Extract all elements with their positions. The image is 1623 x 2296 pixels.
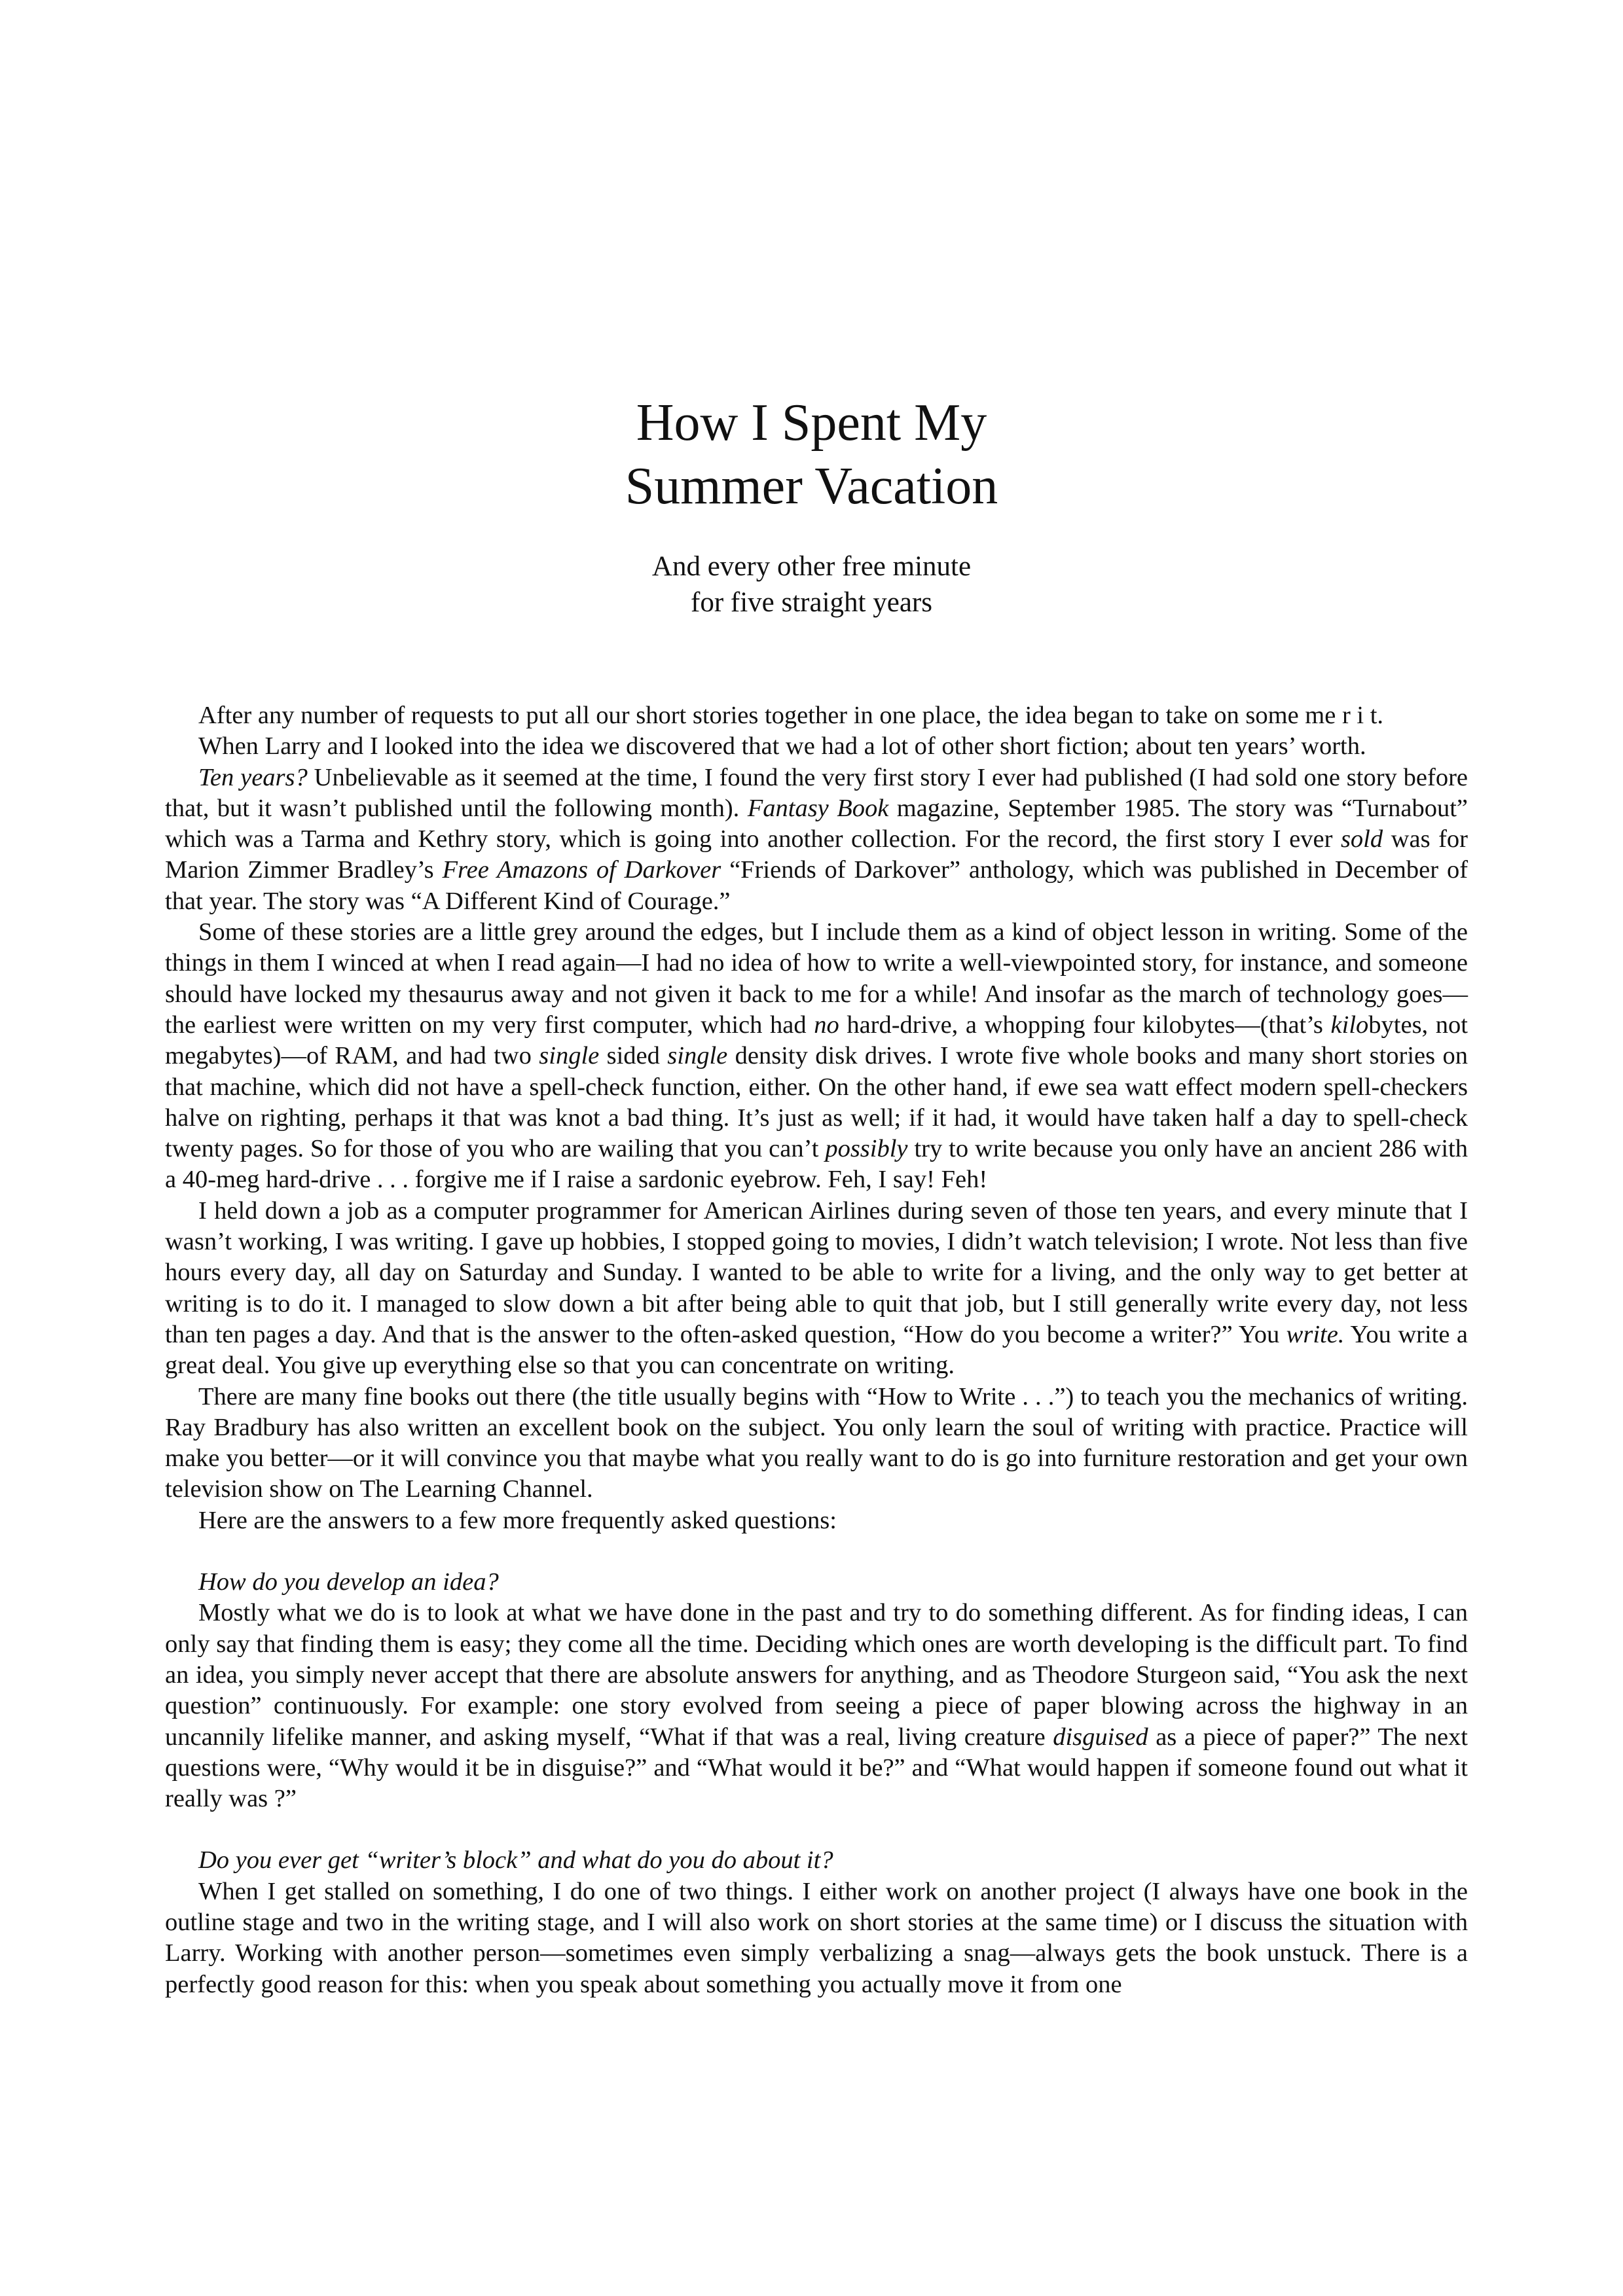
emphasis-text: Ten years?: [198, 763, 308, 791]
paragraph-text: was for Marion Zimmer Bradley’s: [165, 825, 1468, 884]
chapter-title: [0, 391, 1623, 518]
paragraph-text: density disk drives. I wrote five whole books and many short stories on that machine, which did not have a spell-check function, either. On the other hand, if ewe sea watt effect modern spell-checkers halve on righting, perhaps it that was knot a bad thing. It’s just as well; if it had, it would have taken half a day to spell-check twenty pages. So for those of you who are wailing that you can’t: [165, 1042, 1468, 1163]
paragraph-text: as a piece of paper?” The next questions were, “Why would it be in disguise?” and “What would it be?” and “What would happen if someone found out what it really was ?”: [165, 1723, 1468, 1813]
paragraph-text: Unbelievable as it seemed at the time, I found the very first story I ever had published (I had sold one story before that, but it wasn’t published until the following month).: [165, 763, 1468, 822]
paragraph-text: “Friends of Darkover” anthology, which was published in December of that year. The story was “A Different Kind of Courage.”: [165, 856, 1468, 915]
paragraph: When Larry and I looked into the idea we discovered that we had a lot of other short fiction; about ten years’ worth.: [198, 732, 1366, 761]
paragraph-text: try to write because you only have an ancient 286 with a 40-meg hard-drive . . . forgive me if I raise a sardonic eyebrow. Feh, I say! Feh!: [165, 1135, 1468, 1194]
paragraph-text: bytes, not megabytes)—of RAM, and had two: [165, 1011, 1468, 1070]
emphasis-text: no: [814, 1011, 839, 1039]
paragraph-text: You write a great deal. You give up everything else so that you can concentrate on writing.: [165, 1320, 1468, 1380]
paragraph: [165, 1598, 1468, 1814]
paragraph: There are many fine books out there (the title usually begins with “How to Write . . .”) to teach you the mechanics of writing. Ray Bradbury has also written an excellent book on the subject. You only learn the soul of writing with practice. Practice will make you better—or it will convince you that maybe what you really want to do is go into furniture restoration and get your own television show on The Learning Channel.: [165, 1382, 1468, 1503]
paragraph: When I get stalled on something, I do one of two things. I either work on another project (I always have one book in the outline stage and two in the writing stage, and I will also work on short stories at the same time) or I discuss the situation with Larry. Working with another person—sometimes even simply verbalizing a snag—always gets the book unstuck. There is a perfectly good reason for this: when you speak about something you actually move it from one: [165, 1877, 1468, 1998]
book-title: Free Amazons of Darkover: [442, 856, 721, 884]
chapter-subtitle: [0, 548, 1623, 620]
subtitle-line-1: And every other free minute: [651, 551, 972, 582]
paragraph-text: Some of these stories are a little grey around the edges, but I include them as a kind of object lesson in writing. Some of the things in them I winced at when I read again—I had no idea of how to write a well-viewpointed story, for instance, and someone should have locked my thesaurus away and not given it back to me for a while! And insofar as the march of technology goes—the earliest were written on my very first computer, which had: [165, 918, 1468, 1039]
emphasis-text: single: [667, 1042, 728, 1070]
title-line-2: Summer Vacation: [625, 457, 998, 515]
emphasis-text: disguised: [1053, 1723, 1148, 1751]
paragraph-text: hard-drive, a whopping four kilobytes—(that’s: [839, 1011, 1331, 1039]
paragraph: [165, 917, 1468, 1196]
subtitle-line-2: for five straight years: [691, 587, 932, 618]
emphasis-text: sold: [1340, 825, 1383, 853]
book-title: Fantasy Book: [747, 794, 889, 822]
emphasis-text: single: [539, 1042, 600, 1070]
question-heading: How do you develop an idea?: [198, 1568, 499, 1596]
body-text: [165, 700, 1468, 2000]
paragraph-text: sided: [599, 1042, 668, 1070]
title-line-1: How I Spent My: [636, 394, 987, 452]
paragraph: Here are the answers to a few more frequently asked questions:: [198, 1506, 837, 1534]
paragraph-text: Mostly what we do is to look at what we have done in the past and try to do something different. As for finding ideas, I can only say that finding them is easy; they come all the time. Deciding which ones are worth developing is the difficult part. To find an idea, you simply never accept that there are absolute answers for anything, and as Theodore Sturgeon said, “You ask the next question” continuously. For example: one story evolved from seeing a piece of paper blowing across the highway in an uncannily lifelike manner, and asking myself, “What if that was a real, living creature: [165, 1599, 1468, 1751]
emphasis-text: kilo: [1330, 1011, 1369, 1039]
paragraph-text: magazine, September 1985. The story was “Turnabout” which was a Tarma and Kethry story, which is going into another collection. For the record, the first story I ever: [165, 794, 1468, 853]
paragraph: [165, 1196, 1468, 1382]
paragraph: [165, 762, 1468, 917]
paragraph-text: I held down a job as a computer programmer for American Airlines during seven of those ten years, and every minute that I wasn’t working, I was writing. I gave up hobbies, I stopped going to movies, I didn’t watch television; I wrote. Not less than five hours every day, all day on Saturday and Sunday. I wanted to be able to write for a living, and the only way to get better at writing is to do it. I managed to slow down a bit after being able to quit that job, but I still generally write every day, not less than ten pages a day. And that is the answer to the often-asked question, “How do you become a writer?” You: [165, 1196, 1468, 1348]
question-heading: Do you ever get “writer’s block” and what do you do about it?: [198, 1846, 833, 1874]
emphasis-text: write.: [1286, 1320, 1345, 1348]
paragraph: After any number of requests to put all our short stories together in one place, the idea began to take on some me r i t.: [198, 702, 1384, 729]
emphasis-text: possibly: [825, 1135, 908, 1163]
